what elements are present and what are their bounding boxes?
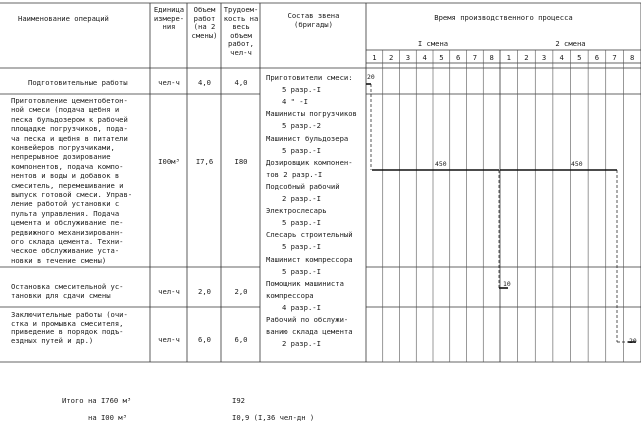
row-main-name-line: Приготовление цементобетон- — [11, 96, 128, 105]
crew-line: 5 разр.-I — [282, 242, 321, 252]
hour-label: 5 — [439, 53, 444, 62]
row-final-labor: 6,0 — [234, 335, 248, 344]
crew-line: Машинисты погрузчиков — [266, 109, 357, 119]
per100-label: на I00 м³ — [88, 413, 127, 422]
header-operation: Наименование операций — [18, 14, 109, 23]
crew-line: 5 разр.-I — [282, 85, 321, 95]
header-shift-2: 2 смена — [555, 39, 586, 48]
header-unit-line: Единица — [153, 5, 185, 14]
crew-line: Электрослесарь — [266, 206, 327, 216]
header-volume-line: Объем — [193, 5, 216, 14]
row-prep-name: Подготовительные работы — [28, 78, 128, 87]
row-main-name-line: ого склада цемента. Техни- — [11, 237, 124, 246]
per100-value: I0,9 (I,36 чел-дн ) — [232, 413, 315, 422]
row-main-name-line: ной смеси (подача щебня и — [11, 105, 120, 115]
crew-line: 2 разр.-I — [282, 194, 321, 203]
hour-label: 6 — [455, 53, 461, 62]
crew-line: 4 разр.-I — [282, 302, 321, 312]
header-volume-line: смены) — [191, 30, 218, 40]
row-main-name-line: нентов и воды и добавок в — [11, 171, 120, 181]
header-unit — [151, 6, 187, 32]
header-unit-line: измере- — [153, 13, 185, 23]
row-main-labor: I80 — [234, 157, 248, 166]
row-main-name-line: пульта управления. Подача — [11, 208, 120, 218]
row-main-unit: I00м³ — [158, 157, 180, 166]
row-final-name-line: стка и промывка смесителя, — [11, 318, 124, 328]
crew-line: Машинист бульдозера — [266, 133, 349, 143]
crew-line: Дозировщик компонен- — [266, 157, 353, 167]
row-main-volume: I7,6 — [195, 157, 214, 166]
crew-line: 5 разр.-I — [282, 218, 321, 228]
header-crew-line: Состав звена — [287, 11, 340, 20]
gantt-label-final: 20 — [629, 337, 637, 345]
hour-label: 7 — [472, 53, 478, 62]
row-stop-name-line: тановки для сдачи смены — [11, 290, 111, 300]
hour-label: 8 — [630, 53, 635, 62]
hour-label: 2 — [388, 53, 394, 62]
crew-line: Приготовители смеси: — [266, 73, 353, 82]
hour-label: 2 — [524, 53, 529, 62]
total-label: Итого на I760 м³ — [62, 396, 132, 405]
row-main-name-line: ча песка и щебня в питатели — [11, 133, 128, 143]
header-volume — [188, 6, 221, 40]
row-stop-labor: 2,0 — [234, 287, 248, 296]
header-labor-line: Трудоем- — [223, 5, 259, 14]
row-main-name-line: смеситель, перемешивание и — [11, 180, 124, 190]
crew-line: Помощник машиниста — [266, 278, 344, 288]
row-main-name-line: ческое обслуживание уста- — [11, 246, 120, 256]
header-crew-line: (бригады) — [294, 19, 333, 29]
gantt-label-stop: 10 — [503, 280, 511, 288]
hour-label: 4 — [422, 53, 427, 62]
hour-label: 1 — [506, 53, 511, 62]
row-main-name-line: непрерывное дозирование — [11, 152, 111, 162]
gantt-label-main-1: 450 — [435, 160, 447, 168]
row-stop-name — [11, 283, 124, 300]
row-final-name — [11, 311, 128, 345]
row-main-name-line: редвижного механизированн- — [11, 227, 124, 237]
hour-label: 6 — [594, 53, 600, 62]
hour-label: 1 — [372, 53, 377, 62]
crew-line: Подсобный рабочий — [266, 181, 340, 191]
header-labor-line: объем — [230, 30, 252, 40]
row-stop-volume: 2,0 — [198, 287, 211, 296]
row-main-name-line: новки в течение смены) — [11, 255, 107, 265]
hour-label: 5 — [577, 53, 582, 62]
crew-line: 5 разр.-2 — [282, 121, 321, 131]
gantt-label-prep: 20 — [367, 73, 375, 81]
row-final-name-line: Заключительные работы (очи- — [11, 310, 128, 319]
row-main-name-line: ление работой установки с — [11, 199, 120, 209]
header-labor — [222, 6, 260, 58]
header-volume-line: (на 2 — [193, 22, 216, 32]
total-value: I92 — [232, 396, 245, 405]
crew-line: тов 2 разр.-I — [266, 169, 323, 179]
crew-line: ванию склада цемента — [266, 327, 353, 337]
row-main-name-line: цемента и обслуживание пе- — [11, 218, 124, 228]
header-labor-line: кость на — [223, 13, 259, 23]
crew-line: Рабочий по обслужи- — [266, 315, 349, 324]
crew-line: Слесарь строительный — [266, 230, 353, 240]
header-volume-line: работ — [193, 13, 216, 23]
hour-label: 3 — [541, 53, 547, 62]
row-prep-volume: 4,0 — [198, 78, 211, 87]
row-final-name-line: приведение в порядок подъ- — [11, 327, 124, 337]
row-prep-unit: чел-ч — [158, 78, 180, 87]
gantt-label-main-2: 450 — [571, 160, 583, 168]
row-final-unit: чел-ч — [158, 335, 180, 344]
crew-line: 5 разр.-I — [282, 145, 321, 155]
hour-label: 8 — [489, 53, 494, 62]
row-stop-name-line: Остановка смесительной ус- — [11, 282, 124, 291]
header-labor-line: работ, — [228, 39, 254, 49]
hour-label: 3 — [405, 53, 411, 62]
crew-line: компрессора — [266, 290, 314, 300]
row-stop-unit: чел-ч — [158, 287, 180, 296]
crew-line: 5 разр.-I — [282, 266, 321, 276]
row-main-name-line: площадке погрузчиков, пода- — [11, 124, 128, 134]
row-final-volume: 6,0 — [198, 335, 211, 344]
row-main-name-line: компонентов, подача компо- — [11, 161, 124, 171]
row-main-name-line: выпуск готовой смеси. Управ- — [11, 190, 133, 199]
hour-label: 7 — [612, 53, 617, 62]
header-labor-line: весь — [232, 22, 250, 32]
crew-line: Машинист компрессора — [266, 254, 353, 264]
row-prep-labor: 4,0 — [234, 78, 248, 87]
header-crew — [261, 12, 366, 29]
header-labor-line: чел-ч — [230, 47, 252, 57]
header-unit-line: ния — [162, 22, 176, 32]
hour-label: 4 — [559, 53, 564, 62]
crew-line: 2 разр.-I — [282, 339, 321, 349]
crew-line: 4 " -I — [282, 97, 308, 107]
row-main-name-line: песка бульдозером к рабочей — [11, 114, 128, 124]
header-time: Время производственного процесса — [434, 13, 573, 22]
row-main-name-line: конвейеров погрузчиками, — [11, 143, 115, 152]
header-shift-1: I смена — [417, 39, 449, 48]
row-final-name-line: ездных путей и др.) — [11, 335, 94, 345]
